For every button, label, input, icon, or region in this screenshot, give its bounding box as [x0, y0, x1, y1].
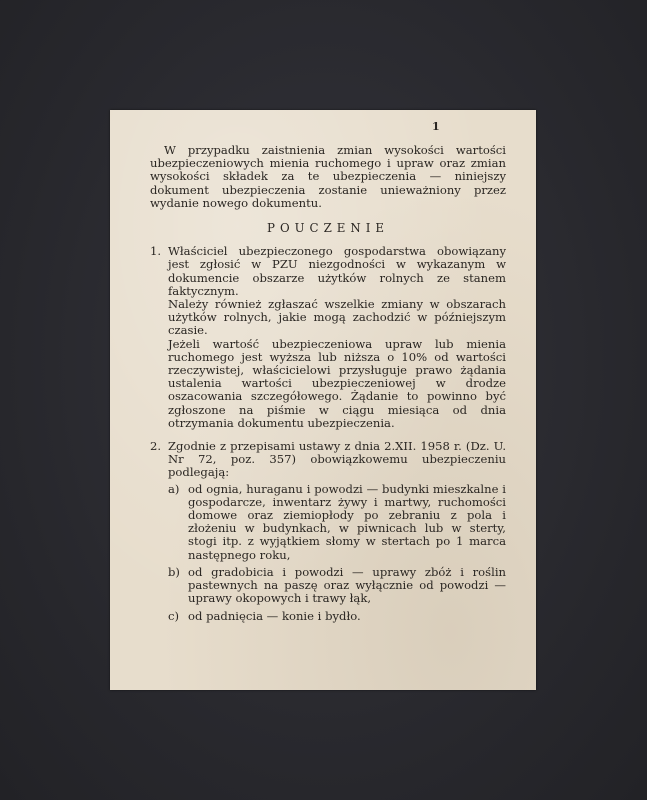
instruction-list	[150, 245, 506, 622]
sub-list-item	[168, 566, 506, 606]
item-paragraph: Jeżeli wartość ubezpieczeniowa upraw lub mienia ruchomego jest wyższa lub niższa o 10% od wartości rzeczywistej, właścicielowi przysługuje prawo żądania ustalenia wartości ubezpieczeniowej w drodze oszacowania szczegółowego. Żądanie to powinno być zgłoszone na piśmie w ciągu miesiąca od dnia otrzymania dokumentu ubezpieczenia.	[168, 336, 506, 430]
page-marker: 1	[432, 120, 440, 133]
sub-item-text: od gradobicia i powodzi — uprawy zbóż i roślin pastewnych na paszę oraz wyłącznie od powodzi — uprawy okopowych i trawy łąk,	[188, 564, 506, 606]
item-paragraph: Właściciel ubezpieczonego gospodarstwa obowiązany jest zgłosić w PZU niezgodności w wykazanym w dokumencie obszarze użytków rolnych ze stanem faktycznym.	[168, 244, 506, 298]
sub-list-item	[168, 610, 506, 623]
sub-list-item	[168, 483, 506, 562]
sub-item-label: c)	[168, 608, 180, 623]
sub-item-text: od padnięcia — konie i bydło.	[188, 608, 361, 623]
sub-item-text: od ognia, huraganu i powodzi — budynki mieszkalne i gospodarcze, inwentarz żywy i martwy, ruchomości domowe oraz ziemiopłody po zebraniu z pola i złożeniu w budynkach, w piwnicach lub w sterty, stogi itp. z wyjątkiem słomy w stertach po 1 marca następnego roku,	[188, 481, 506, 562]
sub-item-label: b)	[168, 564, 180, 579]
insurance-document-page	[110, 110, 536, 690]
section-heading: POUCZENIE	[267, 221, 389, 236]
sub-list	[168, 483, 506, 623]
intro-paragraph: W przypadku zaistnienia zmian wysokości wartości ubezpieczeniowych mienia ruchomego i upraw oraz zmian wysokości składek za te ubezpieczenia — niniejszy dokument ubezpieczenia zostanie unieważniony przez wydanie nowego dokumentu.	[150, 143, 506, 210]
item-number: 2.	[150, 439, 162, 454]
item-number: 1.	[150, 244, 162, 259]
list-item	[150, 245, 506, 430]
list-item	[150, 440, 506, 623]
item-paragraph: Zgodnie z przepisami ustawy z dnia 2.XII. 1958 r. (Dz. U. Nr 72, poz. 357) obowiązkowemu ubezpieczeniu podlegają:	[168, 439, 506, 480]
item-paragraph: Należy również zgłaszać wszelkie zmiany w obszarach użytków rolnych, jakie mogą zachodzić w późniejszym czasie.	[168, 297, 506, 338]
sub-item-label: a)	[168, 481, 180, 496]
